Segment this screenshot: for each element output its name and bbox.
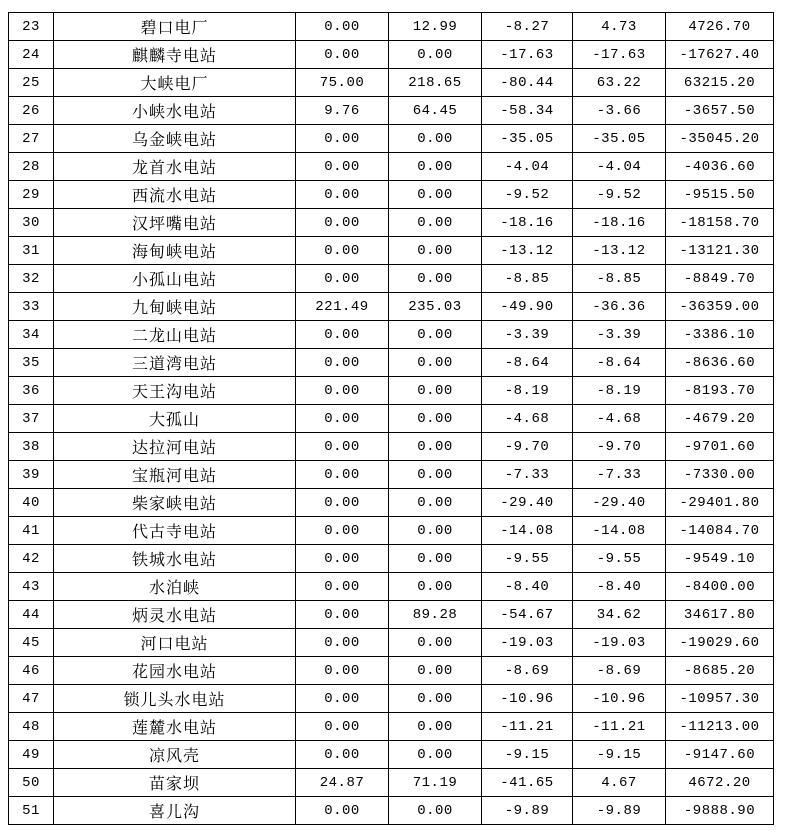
value-col-4-cell: 0.00 — [389, 349, 482, 377]
value-col-6-cell: -3.39 — [573, 321, 666, 349]
value-col-4-cell: 218.65 — [389, 69, 482, 97]
value-col-6-cell: -9.52 — [573, 181, 666, 209]
value-col-7-cell: -9147.60 — [666, 741, 774, 769]
value-col-4-cell: 12.99 — [389, 13, 482, 41]
table-row — [9, 517, 774, 545]
table-row — [9, 629, 774, 657]
value-col-7-cell: -3386.10 — [666, 321, 774, 349]
value-col-3-cell: 0.00 — [296, 713, 389, 741]
station-name-cell: 苗家坝 — [54, 769, 296, 797]
station-name-cell: 海甸峡电站 — [54, 237, 296, 265]
value-col-6-cell: -13.12 — [573, 237, 666, 265]
table-row — [9, 461, 774, 489]
value-col-3-cell: 0.00 — [296, 181, 389, 209]
value-col-5-cell: -41.65 — [482, 769, 573, 797]
station-name-cell: 碧口电厂 — [54, 13, 296, 41]
table-row — [9, 153, 774, 181]
table-row — [9, 489, 774, 517]
station-name-cell: 乌金峡电站 — [54, 125, 296, 153]
value-col-6-cell: -19.03 — [573, 629, 666, 657]
value-col-5-cell: -35.05 — [482, 125, 573, 153]
value-col-7-cell: -17627.40 — [666, 41, 774, 69]
value-col-4-cell: 0.00 — [389, 209, 482, 237]
value-col-3-cell: 0.00 — [296, 797, 389, 825]
value-col-5-cell: -9.89 — [482, 797, 573, 825]
value-col-4-cell: 89.28 — [389, 601, 482, 629]
value-col-4-cell: 0.00 — [389, 629, 482, 657]
value-col-5-cell: -54.67 — [482, 601, 573, 629]
value-col-3-cell: 0.00 — [296, 265, 389, 293]
station-name-cell: 大孤山 — [54, 405, 296, 433]
table-row — [9, 405, 774, 433]
table-row — [9, 769, 774, 797]
row-number-cell: 45 — [9, 629, 54, 657]
value-col-6-cell: -4.04 — [573, 153, 666, 181]
row-number-cell: 51 — [9, 797, 54, 825]
value-col-7-cell: -8193.70 — [666, 377, 774, 405]
table-row — [9, 13, 774, 41]
value-col-4-cell: 0.00 — [389, 237, 482, 265]
row-number-cell: 42 — [9, 545, 54, 573]
value-col-5-cell: -4.68 — [482, 405, 573, 433]
value-col-3-cell: 0.00 — [296, 657, 389, 685]
value-col-6-cell: -8.85 — [573, 265, 666, 293]
value-col-5-cell: -9.15 — [482, 741, 573, 769]
value-col-4-cell: 0.00 — [389, 517, 482, 545]
value-col-5-cell: -14.08 — [482, 517, 573, 545]
station-name-cell: 锁儿头水电站 — [54, 685, 296, 713]
table-row — [9, 265, 774, 293]
value-col-6-cell: -29.40 — [573, 489, 666, 517]
value-col-6-cell: -8.64 — [573, 349, 666, 377]
value-col-4-cell: 0.00 — [389, 265, 482, 293]
row-number-cell: 40 — [9, 489, 54, 517]
row-number-cell: 32 — [9, 265, 54, 293]
row-number-cell: 44 — [9, 601, 54, 629]
value-col-4-cell: 0.00 — [389, 741, 482, 769]
value-col-7-cell: -11213.00 — [666, 713, 774, 741]
station-name-cell: 柴家峡电站 — [54, 489, 296, 517]
station-name-cell: 二龙山电站 — [54, 321, 296, 349]
value-col-4-cell: 0.00 — [389, 405, 482, 433]
value-col-4-cell: 0.00 — [389, 41, 482, 69]
value-col-7-cell: -3657.50 — [666, 97, 774, 125]
value-col-3-cell: 0.00 — [296, 629, 389, 657]
value-col-7-cell: -13121.30 — [666, 237, 774, 265]
value-col-7-cell: -10957.30 — [666, 685, 774, 713]
value-col-5-cell: -3.39 — [482, 321, 573, 349]
station-name-cell: 小孤山电站 — [54, 265, 296, 293]
value-col-7-cell: -14084.70 — [666, 517, 774, 545]
value-col-6-cell: 4.73 — [573, 13, 666, 41]
row-number-cell: 29 — [9, 181, 54, 209]
table-row — [9, 377, 774, 405]
value-col-7-cell: -9888.90 — [666, 797, 774, 825]
value-col-3-cell: 0.00 — [296, 377, 389, 405]
station-name-cell: 炳灵水电站 — [54, 601, 296, 629]
value-col-5-cell: -9.55 — [482, 545, 573, 573]
station-name-cell: 麒麟寺电站 — [54, 41, 296, 69]
row-number-cell: 25 — [9, 69, 54, 97]
value-col-4-cell: 0.00 — [389, 461, 482, 489]
value-col-6-cell: 63.22 — [573, 69, 666, 97]
value-col-5-cell: -29.40 — [482, 489, 573, 517]
table-row — [9, 321, 774, 349]
row-number-cell: 38 — [9, 433, 54, 461]
row-number-cell: 34 — [9, 321, 54, 349]
table-row — [9, 125, 774, 153]
value-col-3-cell: 9.76 — [296, 97, 389, 125]
table-row — [9, 685, 774, 713]
value-col-5-cell: -8.27 — [482, 13, 573, 41]
value-col-5-cell: -8.64 — [482, 349, 573, 377]
value-col-5-cell: -80.44 — [482, 69, 573, 97]
value-col-4-cell: 71.19 — [389, 769, 482, 797]
value-col-6-cell: 4.67 — [573, 769, 666, 797]
table-row — [9, 741, 774, 769]
table-row — [9, 545, 774, 573]
value-col-6-cell: -9.89 — [573, 797, 666, 825]
row-number-cell: 31 — [9, 237, 54, 265]
station-name-cell: 凉风壳 — [54, 741, 296, 769]
table-row — [9, 797, 774, 825]
value-col-4-cell: 0.00 — [389, 657, 482, 685]
value-col-6-cell: -4.68 — [573, 405, 666, 433]
value-col-3-cell: 221.49 — [296, 293, 389, 321]
value-col-4-cell: 0.00 — [389, 181, 482, 209]
station-name-cell: 天王沟电站 — [54, 377, 296, 405]
row-number-cell: 37 — [9, 405, 54, 433]
value-col-6-cell: -8.40 — [573, 573, 666, 601]
station-name-cell: 小峡水电站 — [54, 97, 296, 125]
value-col-6-cell: -14.08 — [573, 517, 666, 545]
table-row — [9, 713, 774, 741]
value-col-7-cell: -9549.10 — [666, 545, 774, 573]
value-col-3-cell: 0.00 — [296, 13, 389, 41]
table-body — [9, 13, 774, 825]
value-col-7-cell: -4679.20 — [666, 405, 774, 433]
table-row — [9, 293, 774, 321]
value-col-7-cell: 63215.20 — [666, 69, 774, 97]
station-name-cell: 莲麓水电站 — [54, 713, 296, 741]
value-col-7-cell: -35045.20 — [666, 125, 774, 153]
value-col-6-cell: -9.55 — [573, 545, 666, 573]
value-col-6-cell: -17.63 — [573, 41, 666, 69]
value-col-3-cell: 0.00 — [296, 41, 389, 69]
value-col-6-cell: -8.19 — [573, 377, 666, 405]
value-col-6-cell: -35.05 — [573, 125, 666, 153]
value-col-7-cell: -9701.60 — [666, 433, 774, 461]
value-col-6-cell: -7.33 — [573, 461, 666, 489]
value-col-6-cell: -9.15 — [573, 741, 666, 769]
row-number-cell: 48 — [9, 713, 54, 741]
value-col-7-cell: -4036.60 — [666, 153, 774, 181]
value-col-7-cell: -8685.20 — [666, 657, 774, 685]
row-number-cell: 23 — [9, 13, 54, 41]
power-station-table — [8, 12, 774, 825]
value-col-5-cell: -7.33 — [482, 461, 573, 489]
row-number-cell: 46 — [9, 657, 54, 685]
value-col-5-cell: -9.70 — [482, 433, 573, 461]
value-col-3-cell: 0.00 — [296, 349, 389, 377]
value-col-7-cell: -19029.60 — [666, 629, 774, 657]
station-name-cell: 花园水电站 — [54, 657, 296, 685]
value-col-7-cell: -29401.80 — [666, 489, 774, 517]
value-col-5-cell: -58.34 — [482, 97, 573, 125]
row-number-cell: 43 — [9, 573, 54, 601]
value-col-4-cell: 0.00 — [389, 545, 482, 573]
value-col-3-cell: 0.00 — [296, 685, 389, 713]
station-name-cell: 铁城水电站 — [54, 545, 296, 573]
row-number-cell: 27 — [9, 125, 54, 153]
value-col-5-cell: -17.63 — [482, 41, 573, 69]
value-col-6-cell: -18.16 — [573, 209, 666, 237]
value-col-3-cell: 0.00 — [296, 433, 389, 461]
station-name-cell: 达拉河电站 — [54, 433, 296, 461]
value-col-7-cell: -18158.70 — [666, 209, 774, 237]
value-col-7-cell: -8849.70 — [666, 265, 774, 293]
station-name-cell: 河口电站 — [54, 629, 296, 657]
value-col-4-cell: 0.00 — [389, 153, 482, 181]
value-col-4-cell: 0.00 — [389, 573, 482, 601]
value-col-7-cell: 34617.80 — [666, 601, 774, 629]
value-col-4-cell: 0.00 — [389, 321, 482, 349]
value-col-6-cell: 34.62 — [573, 601, 666, 629]
value-col-7-cell: -36359.00 — [666, 293, 774, 321]
value-col-4-cell: 64.45 — [389, 97, 482, 125]
row-number-cell: 49 — [9, 741, 54, 769]
station-name-cell: 大峡电厂 — [54, 69, 296, 97]
row-number-cell: 28 — [9, 153, 54, 181]
value-col-7-cell: 4672.20 — [666, 769, 774, 797]
row-number-cell: 26 — [9, 97, 54, 125]
value-col-3-cell: 0.00 — [296, 489, 389, 517]
value-col-4-cell: 0.00 — [389, 713, 482, 741]
value-col-3-cell: 0.00 — [296, 125, 389, 153]
row-number-cell: 41 — [9, 517, 54, 545]
table-row — [9, 69, 774, 97]
table-row — [9, 181, 774, 209]
value-col-6-cell: -9.70 — [573, 433, 666, 461]
value-col-3-cell: 0.00 — [296, 545, 389, 573]
value-col-5-cell: -9.52 — [482, 181, 573, 209]
station-name-cell: 喜儿沟 — [54, 797, 296, 825]
value-col-5-cell: -8.40 — [482, 573, 573, 601]
station-name-cell: 西流水电站 — [54, 181, 296, 209]
value-col-4-cell: 0.00 — [389, 685, 482, 713]
value-col-3-cell: 75.00 — [296, 69, 389, 97]
station-name-cell: 宝瓶河电站 — [54, 461, 296, 489]
value-col-4-cell: 0.00 — [389, 489, 482, 517]
table-row — [9, 573, 774, 601]
value-col-5-cell: -8.69 — [482, 657, 573, 685]
table-row — [9, 237, 774, 265]
row-number-cell: 33 — [9, 293, 54, 321]
value-col-5-cell: -18.16 — [482, 209, 573, 237]
table-row — [9, 433, 774, 461]
station-name-cell: 代古寺电站 — [54, 517, 296, 545]
value-col-4-cell: 0.00 — [389, 125, 482, 153]
value-col-7-cell: -8636.60 — [666, 349, 774, 377]
value-col-5-cell: -8.85 — [482, 265, 573, 293]
row-number-cell: 50 — [9, 769, 54, 797]
table-row — [9, 657, 774, 685]
value-col-5-cell: -19.03 — [482, 629, 573, 657]
value-col-3-cell: 0.00 — [296, 237, 389, 265]
value-col-3-cell: 0.00 — [296, 405, 389, 433]
value-col-7-cell: -7330.00 — [666, 461, 774, 489]
row-number-cell: 24 — [9, 41, 54, 69]
station-name-cell: 龙首水电站 — [54, 153, 296, 181]
value-col-5-cell: -10.96 — [482, 685, 573, 713]
value-col-7-cell: -9515.50 — [666, 181, 774, 209]
station-name-cell: 九甸峡电站 — [54, 293, 296, 321]
station-name-cell: 三道湾电站 — [54, 349, 296, 377]
table-row — [9, 97, 774, 125]
value-col-6-cell: -36.36 — [573, 293, 666, 321]
value-col-6-cell: -10.96 — [573, 685, 666, 713]
table-row — [9, 349, 774, 377]
value-col-6-cell: -8.69 — [573, 657, 666, 685]
value-col-5-cell: -11.21 — [482, 713, 573, 741]
row-number-cell: 36 — [9, 377, 54, 405]
value-col-6-cell: -3.66 — [573, 97, 666, 125]
value-col-3-cell: 0.00 — [296, 209, 389, 237]
station-name-cell: 汉坪嘴电站 — [54, 209, 296, 237]
value-col-7-cell: -8400.00 — [666, 573, 774, 601]
value-col-5-cell: -13.12 — [482, 237, 573, 265]
value-col-3-cell: 0.00 — [296, 601, 389, 629]
value-col-4-cell: 0.00 — [389, 377, 482, 405]
row-number-cell: 30 — [9, 209, 54, 237]
value-col-5-cell: -8.19 — [482, 377, 573, 405]
value-col-3-cell: 0.00 — [296, 461, 389, 489]
value-col-4-cell: 0.00 — [389, 433, 482, 461]
value-col-3-cell: 24.87 — [296, 769, 389, 797]
value-col-3-cell: 0.00 — [296, 153, 389, 181]
row-number-cell: 35 — [9, 349, 54, 377]
value-col-5-cell: -49.90 — [482, 293, 573, 321]
value-col-3-cell: 0.00 — [296, 517, 389, 545]
value-col-3-cell: 0.00 — [296, 321, 389, 349]
station-name-cell: 水泊峡 — [54, 573, 296, 601]
value-col-6-cell: -11.21 — [573, 713, 666, 741]
value-col-4-cell: 0.00 — [389, 797, 482, 825]
value-col-5-cell: -4.04 — [482, 153, 573, 181]
value-col-4-cell: 235.03 — [389, 293, 482, 321]
value-col-3-cell: 0.00 — [296, 741, 389, 769]
table-row — [9, 601, 774, 629]
table-row — [9, 41, 774, 69]
row-number-cell: 47 — [9, 685, 54, 713]
table-row — [9, 209, 774, 237]
value-col-3-cell: 0.00 — [296, 573, 389, 601]
row-number-cell: 39 — [9, 461, 54, 489]
value-col-7-cell: 4726.70 — [666, 13, 774, 41]
